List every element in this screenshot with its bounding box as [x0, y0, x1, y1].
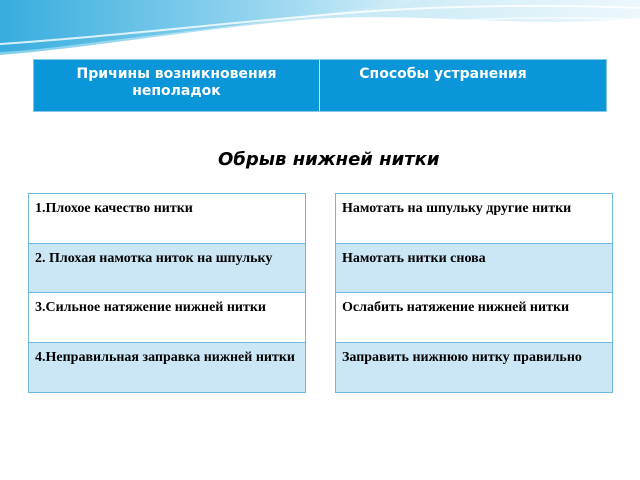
header-causes: Причины возникновения неполадок: [34, 60, 320, 111]
fixes-list: [335, 193, 613, 393]
fix-item: Ослабить натяжение нижней нитки: [336, 293, 612, 343]
section-subtitle: Обрыв нижней нитки: [218, 149, 440, 170]
fix-item: Намотать на шпульку другие нитки: [336, 194, 612, 244]
causes-list: [28, 193, 306, 393]
cause-item: 4.Неправильная заправка нижней нитки: [29, 343, 305, 393]
fix-item: Намотать нитки снова: [336, 244, 612, 294]
fix-item: Заправить нижнюю нитку правильно: [336, 343, 612, 393]
cause-item: 3.Сильное натяжение нижней нитки: [29, 293, 305, 343]
cause-item: 2. Плохая намотка ниток на шпульку: [29, 244, 305, 294]
header-fixes: Способы устранения: [359, 66, 527, 82]
cause-item: 1.Плохое качество нитки: [29, 194, 305, 244]
header-table: [33, 59, 607, 112]
